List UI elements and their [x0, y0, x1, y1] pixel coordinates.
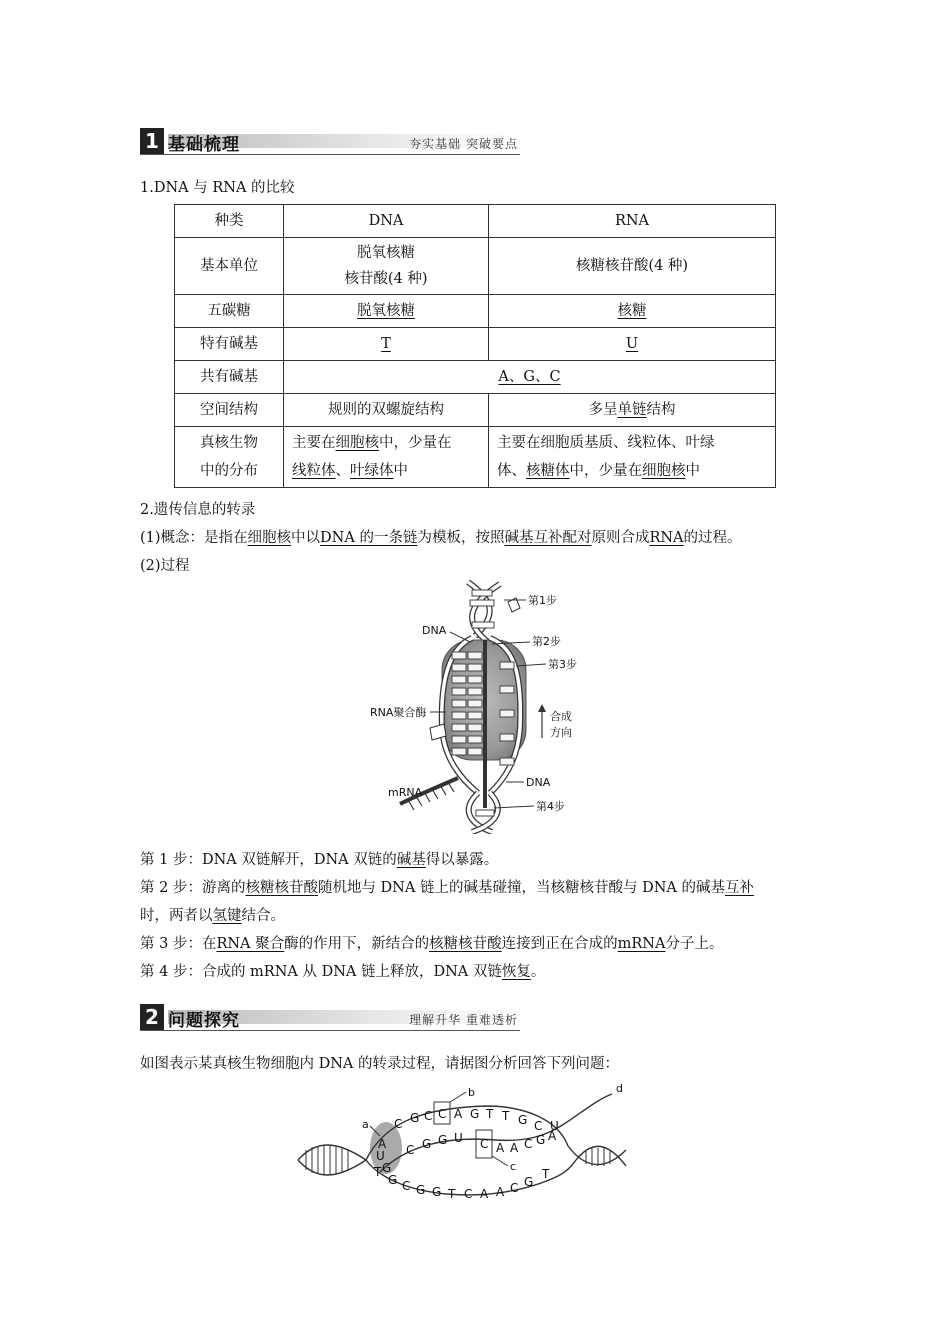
- underlined-answer: T: [381, 336, 391, 352]
- label-d: d: [616, 1082, 623, 1095]
- table-cell: [284, 361, 776, 394]
- base-letter: T: [542, 1167, 550, 1181]
- label-mrna: mRNA: [388, 786, 423, 799]
- row-label: 基本单位: [175, 238, 284, 295]
- base-letter: C: [424, 1109, 433, 1123]
- base-letter: C: [510, 1181, 519, 1195]
- transcription-diagram: [360, 578, 600, 834]
- base-letter: A: [480, 1187, 489, 1201]
- label-step1: 第1步: [528, 594, 557, 607]
- base-letter: U: [454, 1131, 463, 1145]
- base-letter: G: [416, 1183, 426, 1197]
- table-cell: [489, 427, 776, 488]
- label-direction-1: 合成: [550, 710, 572, 723]
- base-letter: C: [480, 1137, 489, 1151]
- section-header-1: [140, 128, 520, 154]
- cell-text: 、: [335, 463, 350, 479]
- table-header-row: [175, 205, 776, 238]
- label-a: a: [362, 1118, 369, 1131]
- row-label-line: 中的分布: [200, 463, 258, 479]
- base-letter: G: [432, 1185, 442, 1199]
- table-header-cell: DNA: [284, 205, 489, 238]
- cell-text: 主要在: [292, 435, 336, 451]
- base-letter: C: [406, 1143, 415, 1157]
- base-letter: U: [550, 1119, 559, 1133]
- section-header-2: [140, 1004, 520, 1030]
- step-1-text: 第 1 步：DNA 双链解开，DNA 双链的碱基得以暴露。: [140, 852, 499, 868]
- section-title: 基础梳理: [168, 135, 240, 155]
- step-2-text-cont: 时，两者以氢键结合。: [140, 908, 285, 924]
- base-letter: G: [518, 1113, 528, 1127]
- cell-text: 多呈: [588, 402, 618, 418]
- table-row: [175, 295, 776, 328]
- base-letter: A: [496, 1185, 505, 1199]
- table-row: [175, 238, 776, 295]
- cell-text: 结构: [646, 402, 676, 418]
- label-step4: 第4步: [536, 800, 565, 813]
- cell-text: 中，少量在: [569, 463, 642, 479]
- cell-text: 中: [393, 463, 408, 479]
- base-letter: G: [388, 1173, 398, 1187]
- base-letter: A: [510, 1141, 519, 1155]
- underlined-answer: 细胞核: [335, 435, 379, 451]
- row-label: [175, 427, 284, 488]
- base-letter: T: [374, 1165, 382, 1179]
- base-letter: G: [470, 1107, 480, 1121]
- label-b: b: [468, 1086, 475, 1099]
- table-cell: 核糖核苷酸(4 种): [489, 238, 776, 295]
- step-4-text: 第 4 步：合成的 mRNA 从 DNA 链上释放，DNA 双链恢复。: [140, 964, 546, 980]
- table-row: [175, 394, 776, 427]
- table-cell: 规则的双螺旋结构: [284, 394, 489, 427]
- table-header-cell: 种类: [175, 205, 284, 238]
- base-letter: U: [376, 1149, 385, 1163]
- table-cell: [284, 427, 489, 488]
- question-1-title: 1.DNA 与 RNA 的比较: [140, 180, 295, 196]
- table-row: [175, 328, 776, 361]
- cell-text: 中: [685, 463, 700, 479]
- base-letter: A: [378, 1137, 387, 1151]
- underlined-answer: 核糖: [617, 303, 647, 319]
- row-label: 特有碱基: [175, 328, 284, 361]
- comparison-table: [174, 204, 776, 488]
- label-direction-2: 方向: [550, 726, 572, 739]
- section-title: 问题探究: [168, 1011, 240, 1031]
- question-2-title: 2.遗传信息的转录: [140, 502, 256, 518]
- table-cell: [284, 295, 489, 328]
- underlined-answer: 叶绿体: [350, 463, 394, 479]
- base-letter: A: [454, 1107, 463, 1121]
- row-label: 共有碱基: [175, 361, 284, 394]
- cell-text: 核苷酸(4 种): [344, 271, 428, 287]
- base-letter: C: [534, 1119, 543, 1133]
- underlined-answer: 脱氧核糖: [357, 303, 415, 319]
- table-cell: [489, 295, 776, 328]
- row-label-line: 真核生物: [200, 435, 258, 451]
- table-row: [175, 361, 776, 394]
- underlined-answer: U: [625, 336, 639, 352]
- helix-rungs-left: [306, 1145, 348, 1175]
- base-letter: G: [382, 1161, 392, 1175]
- base-letter: G: [438, 1133, 448, 1147]
- section-subtitle: 理解升华 重难透析: [409, 1013, 518, 1027]
- table-row: [175, 427, 776, 488]
- underlined-answer: 核糖体: [526, 463, 570, 479]
- base-letter: A: [548, 1129, 557, 1143]
- transcription-bubble-diagram: [296, 1080, 632, 1210]
- process-title: (2)过程: [140, 558, 190, 574]
- cell-text: 体、: [497, 463, 526, 479]
- base-letter: C: [402, 1179, 411, 1193]
- base-letter: C: [524, 1137, 533, 1151]
- table-cell: [489, 328, 776, 361]
- underlined-answer: 细胞核: [642, 463, 686, 479]
- base-letter: A: [496, 1141, 505, 1155]
- section-subtitle: 夯实基础 突破要点: [409, 137, 518, 151]
- step-2-text: 第 2 步：游离的核糖核苷酸随机地与 DNA 链上的碱基碰撞，当核糖核苷酸与 DNA 的碱基互补: [140, 880, 754, 896]
- cell-text: 主要在细胞质基质、线粒体、叶绿: [497, 435, 715, 451]
- table-header-cell: RNA: [489, 205, 776, 238]
- section-number: 1: [140, 128, 164, 154]
- label-rna-polymerase: RNA聚合酶: [370, 706, 427, 719]
- row-label: 五碳糖: [175, 295, 284, 328]
- base-letter: C: [438, 1107, 447, 1121]
- label-step2: 第2步: [532, 635, 561, 648]
- label-c: c: [510, 1160, 517, 1173]
- base-letter: G: [524, 1175, 534, 1189]
- base-letter: G: [536, 1133, 546, 1147]
- base-letter: G: [422, 1137, 432, 1151]
- question-intro: 如图表示某真核生物细胞内 DNA 的转录过程，请据图分析回答下列问题：: [140, 1056, 619, 1072]
- table-cell: [489, 394, 776, 427]
- arrow-head-icon: [538, 704, 546, 712]
- base-letter: C: [464, 1187, 473, 1201]
- label-step3: 第3步: [548, 658, 577, 671]
- table-cell: [284, 238, 489, 295]
- cell-text: 脱氧核糖: [357, 245, 415, 261]
- base-letter: C: [394, 1117, 403, 1131]
- underlined-answer: 线粒体: [292, 463, 336, 479]
- step-3-text: 第 3 步：在RNA 聚合酶的作用下，新结合的核糖核苷酸连接到正在合成的mRNA分子上。: [140, 936, 724, 952]
- underlined-answer: 单链: [617, 402, 647, 418]
- base-letter: T: [502, 1109, 510, 1123]
- base-letter: G: [410, 1111, 420, 1125]
- label-dna-top: DNA: [422, 624, 447, 637]
- table-cell: [284, 328, 489, 361]
- concept-line: (1)概念：是指在细胞核中以DNA 的一条链为模板，按照碱基互补配对原则合成RNA的过程。: [140, 530, 742, 546]
- label-dna-bottom: DNA: [526, 776, 551, 789]
- cell-text: 中，少量在: [379, 435, 452, 451]
- base-letter: T: [486, 1107, 494, 1121]
- underlined-answer: A、G、C: [498, 369, 561, 385]
- base-letter: T: [448, 1187, 456, 1201]
- row-label: 空间结构: [175, 394, 284, 427]
- section-number: 2: [140, 1004, 164, 1030]
